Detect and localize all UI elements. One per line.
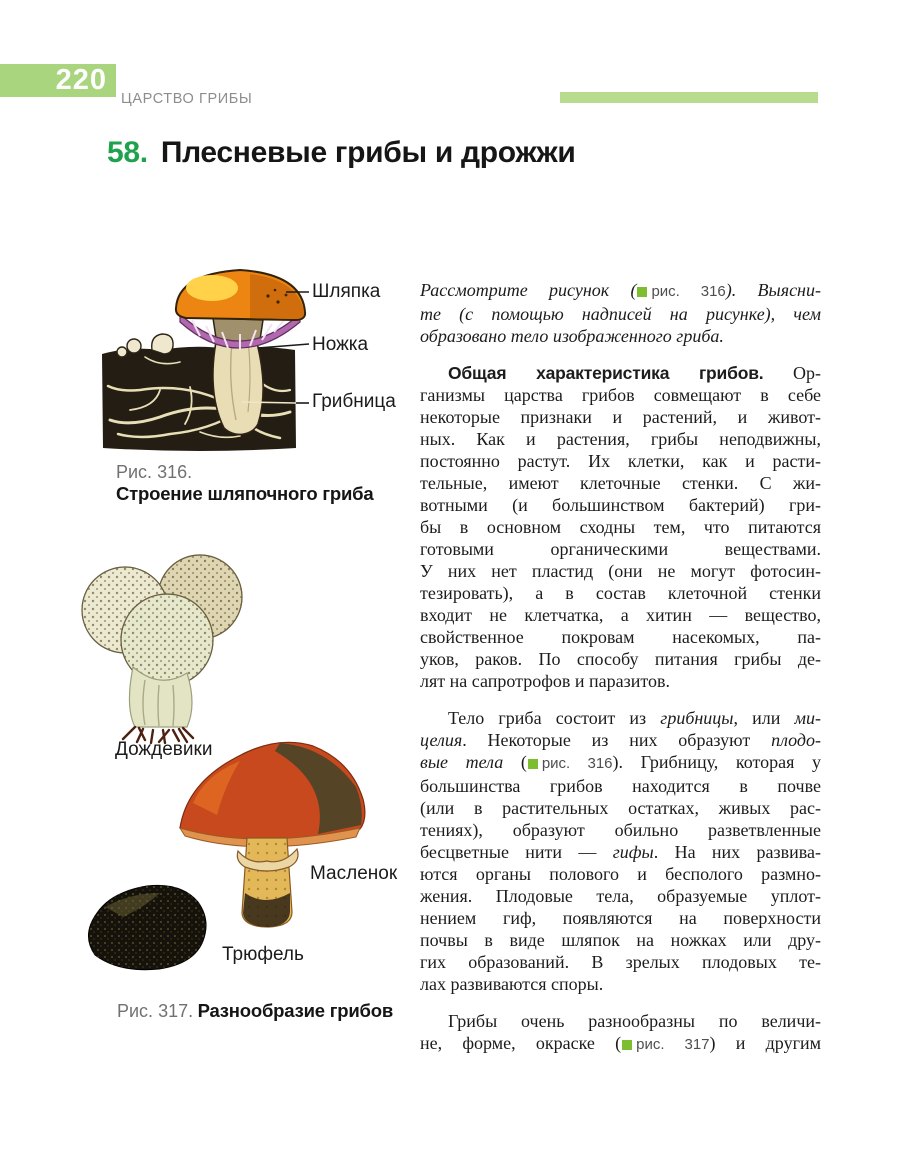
label-mycelium: Грибница (312, 391, 396, 412)
figure316-caption (116, 461, 373, 505)
paragraph (420, 1010, 821, 1056)
text-segment: не, форме, окраске ( (420, 1033, 622, 1053)
text-segment: Грибы очень разнообразны по величи- (448, 1011, 821, 1031)
text-line (420, 560, 821, 582)
page-number-block (0, 64, 116, 97)
label-truffle: Трюфель (222, 944, 304, 965)
text-segment: грибницы (660, 708, 734, 728)
text-segment: лят на сапротрофов и паразитов. (420, 671, 670, 691)
text-segment: ). Выясни- (725, 280, 821, 300)
text-segment: образовано тело изображенного гриба. (420, 326, 724, 346)
text-segment: плодо- (771, 730, 821, 750)
text-segment: гифы (612, 842, 654, 862)
text-segment: лах развиваются споры. (420, 974, 604, 994)
text-segment: Рассмотрите рисунок ( (420, 280, 637, 300)
text-segment: ганизмы царства грибов совмещают в себе (420, 385, 821, 405)
running-head: ЦАРСТВО ГРИБЫ (121, 91, 253, 107)
text-segment: бесцветные нити — (420, 842, 613, 862)
text-segment: уков, раков. По способу питания грибы де- (420, 649, 821, 669)
text-line (420, 362, 821, 384)
text-line (420, 729, 821, 751)
text-line (420, 648, 821, 670)
text-segment: целия (420, 730, 463, 750)
text-segment: свойственное покровам насекомых, па- (420, 627, 821, 647)
text-line (420, 863, 821, 885)
label-puffballs: Дождевики (115, 739, 213, 760)
text-line (420, 973, 821, 995)
text-line (420, 450, 821, 472)
page-number: 220 (55, 64, 107, 96)
text-line (420, 279, 821, 303)
figure317-caption (117, 1000, 393, 1022)
text-line (420, 406, 821, 428)
text-segment: ных. Как и растения, грибы неподвижны, (420, 429, 821, 449)
text-line (420, 885, 821, 907)
text-line (420, 582, 821, 604)
figure316-caption-ref: Рис. 316. (116, 462, 193, 482)
paragraph (420, 362, 821, 692)
text-segment: вотными (и большинством бактерий) гри- (420, 495, 821, 515)
text-line (420, 538, 821, 560)
text-segment: бы в основном сходны тем, что питаются (420, 517, 821, 537)
figure317-caption-ref: Рис. 317. (117, 1001, 194, 1021)
text-segment: (или в растительных остатках, живых рас- (420, 798, 821, 818)
text-segment: , или (733, 708, 795, 728)
text-segment: ). Грибницу, которая у (612, 752, 821, 772)
header-accent-bar (560, 92, 818, 103)
figure316-caption-title: Строение шляпочного гриба (116, 483, 374, 504)
paragraph (420, 707, 821, 995)
text-line (420, 325, 821, 347)
paragraph (420, 279, 821, 347)
text-segment: некоторые признаки и растений, и живот- (420, 407, 821, 427)
section-title (107, 136, 576, 170)
text-line (420, 1032, 821, 1056)
text-segment: гих образований. В зрелых плодовых те- (420, 952, 821, 972)
label-stalk: Ножка (312, 334, 369, 355)
text-segment: ются органы полового и бесполого размно- (420, 864, 821, 884)
text-segment: ( (503, 752, 527, 772)
text-line (420, 775, 821, 797)
text-line (420, 670, 821, 692)
figure-ref-marker-icon (637, 287, 647, 297)
text-line (420, 907, 821, 929)
figure-ref-text: рис. 317 (636, 1036, 710, 1053)
text-line (420, 929, 821, 951)
text-line (420, 819, 821, 841)
text-segment: входит не клетчатка, а хитин — вещество, (420, 605, 821, 625)
text-segment: ) и другим (709, 1033, 821, 1053)
section-title-text: Плесневые грибы и дрожжи (160, 136, 576, 169)
text-segment: ми- (794, 708, 822, 728)
text-segment: . Некоторые из них образуют (462, 730, 772, 750)
text-line (420, 626, 821, 648)
section-number: 58. (107, 136, 148, 169)
text-line (420, 604, 821, 626)
text-line (420, 1010, 821, 1032)
text-segment: нением гиф, появляются на поверхности (420, 908, 821, 928)
text-segment: большинства грибов находится в почве (420, 776, 821, 796)
text-segment: готовыми органическими веществами. (420, 539, 821, 559)
text-segment: вые тела (420, 752, 504, 772)
text-line (420, 707, 821, 729)
text-line (420, 428, 821, 450)
figure-ref-text: рис. 316 (651, 283, 726, 300)
text-segment: Тело гриба состоит из (448, 708, 661, 728)
figure-ref-marker-icon (528, 759, 538, 769)
text-line (420, 384, 821, 406)
label-slippery-jack: Масленок (310, 863, 398, 884)
text-line (420, 841, 821, 863)
text-segment: Ор- (763, 363, 821, 383)
text-line (420, 797, 821, 819)
text-line (420, 951, 821, 973)
text-line (420, 494, 821, 516)
text-line (420, 516, 821, 538)
text-line (420, 303, 821, 325)
text-segment: жения. Плодовые тела, образуемые уплот- (420, 886, 821, 906)
text-segment: тезировать), а в состав клеточной стенки (420, 583, 821, 603)
text-segment: почвы в виде шляпок на ножках или дру- (420, 930, 821, 950)
text-segment: тениях), образуют обильно разветвленные (420, 820, 821, 840)
figure317-caption-title: Разнообразие грибов (197, 1000, 394, 1021)
article-text-column (420, 279, 821, 1056)
text-line (420, 472, 821, 494)
text-segment: У них нет пластид (они не могут фотосин- (420, 561, 821, 581)
text-segment: . На них развива- (653, 842, 821, 862)
text-segment: те (с помощью надписей на рисунке), чем (420, 304, 821, 324)
figure-ref-marker-icon (622, 1040, 632, 1050)
text-segment: Общая характеристика грибов. (448, 363, 764, 383)
text-line (420, 751, 821, 775)
label-cap: Шляпка (312, 281, 381, 302)
text-segment: постоянно растут. Их клетки, как и расти- (420, 451, 821, 471)
text-segment: тельные, имеют клеточные стенки. С жи- (420, 473, 821, 493)
figure-ref-text: рис. 316 (541, 755, 613, 772)
